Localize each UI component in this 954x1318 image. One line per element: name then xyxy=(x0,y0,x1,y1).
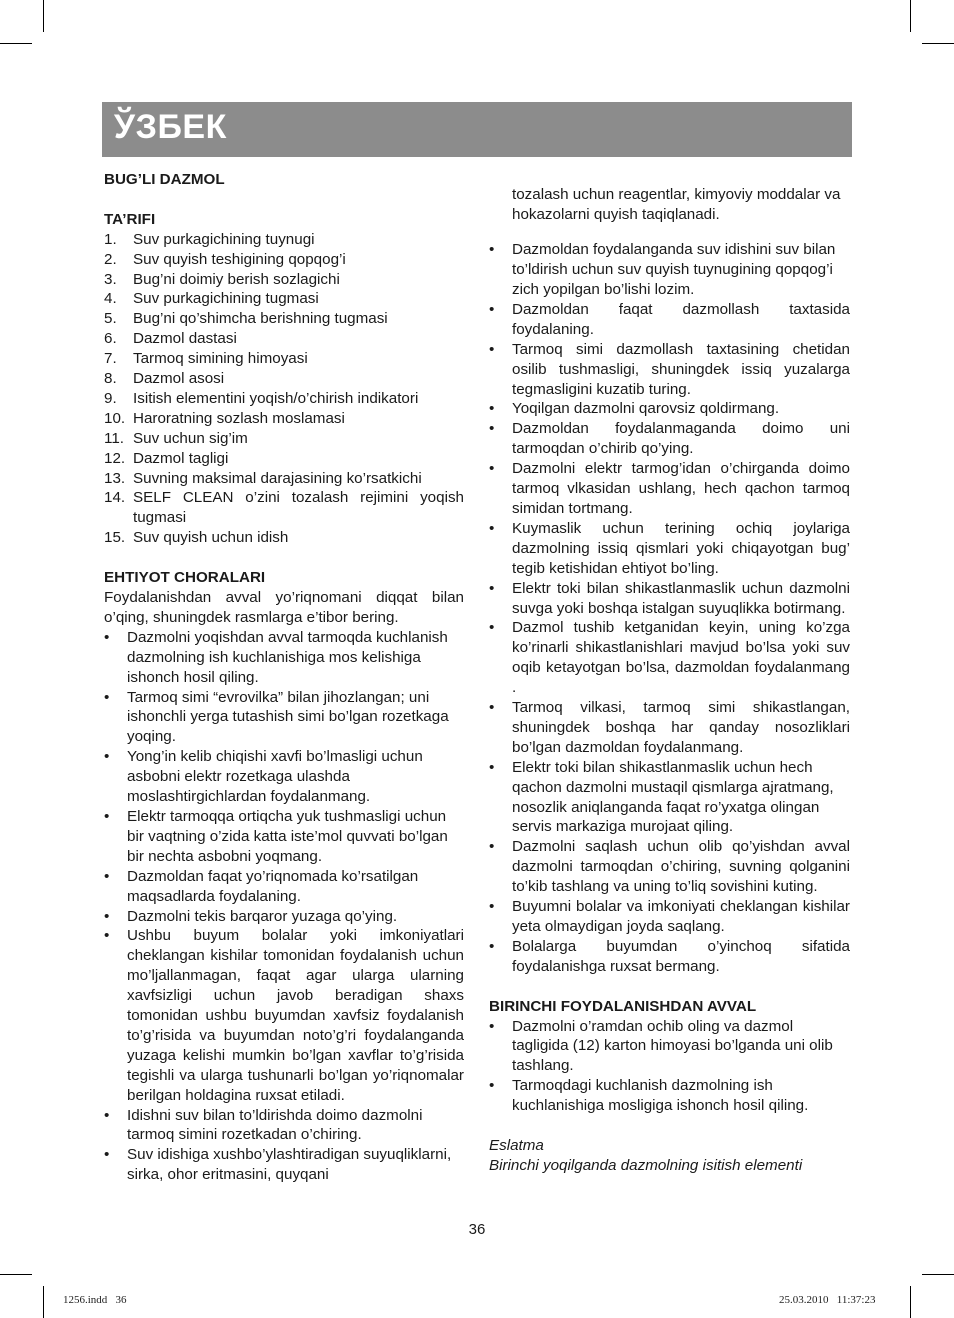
safety-item: • Dazmolni elektr tarmog’idan o’chirganda doimo tarmoq vlkasidan ushlang, hech qachon tarmoq simidan tortmang. xyxy=(489,459,850,519)
safety-intro: Foydalanishdan avval yo’riqnomani diqqat bilan o’qing, shuningdek rasmlarga e’tibor bering. xyxy=(104,589,464,626)
part-item: 9. Isitish elementini yoqish/o’chirish indikatori xyxy=(104,389,419,407)
safety-item: • Dazmoldan foydalanganda suv idishini suv bilan to’ldirish uchun suv quyish tuynugining qopqog’i zich yopilgan bo’lishi lozim. xyxy=(489,240,850,300)
safety-item: • Dazmoldan faqat dazmollash taxtasida foydalaning. xyxy=(489,300,850,340)
safety-item: • Dazmolni tekis barqaror yuzaga qo’ying. xyxy=(104,907,464,927)
first-use-list xyxy=(489,1017,850,1117)
safety-item: • Tarmoq simi dazmollash taxtasining chetidan osilib tushmasligi, shuningdek issiq yuzalarga tegmasligini kuzatib turing. xyxy=(489,340,850,400)
crop-mark xyxy=(43,1286,44,1318)
safety-item: • Ushbu buyum bolalar yoki imkoniyatlari cheklangan kishilar tomonidan foydalanish uchun mo’ljallanmagan, faqat agar ularga ularning xavfsizligi uchun javob beradigan shaxs tomonidan ushbu buyumdan xavfsiz foydalanish to’g’risida va buyumdan noto’g’ri foydalanganda yuzaga kelishi mumkin bo’lgan xavflar to’g’risida tegishli va ularga tushunarli bo’lgan yo’riqnomalar berilgan holdagina ruxsat etiladi. xyxy=(104,926,464,1105)
part-item: 13. Suvning maksimal darajasining ko’rsatkichi xyxy=(104,469,422,487)
first-use-item: • Dazmolni o’ramdan ochib oling va dazmol tagligida (12) karton himoyasi bo’lganda uni olib tashlang. xyxy=(489,1017,850,1077)
safety-item: • Idishni suv bilan to’ldirishda doimo dazmolni tarmoq simini rozetkadan o’chiring. xyxy=(104,1106,464,1146)
safety-item: • Elektr tarmoqqa ortiqcha yuk tushmasligi uchun bir vaqtning o’zida katta iste’mol quvvati bo’lgan bir nechta asbobni yoqmang. xyxy=(104,807,464,867)
safety-item: • Dazmoldan faqat yo’riqnomada ko’rsatilgan maqsadlarda foydalaning. xyxy=(104,867,464,907)
safety-item: • Elektr toki bilan shikastlanmaslik uchun dazmolni suvga yoki boshqa istalgan suyuqlikka botirmang. xyxy=(489,579,850,619)
safety-item: • Dazmol tushib ketganidan keyin, uning ko’zga ko’rinarli shikastlanishlari mavjud bo’lsa yoki suv oqib ketayotgan bo’lsa, dazmoldan foydalanmang . xyxy=(489,618,850,698)
language-banner xyxy=(102,102,852,157)
safety-item: • Dazmoldan foydalanmaganda doimo uni tarmoqdan o’chirib qo’ying. xyxy=(489,419,850,459)
safety-item: • Dazmolni saqlash uchun olib qo’yishdan avval dazmolni tarmoqdan o’chiring, suvning qolganini to’kib tashlang va uning to’liq sovishini kuting. xyxy=(489,837,850,897)
safety-item: • Yong’in kelib chiqishi xavfi bo’lmasligi uchun asbobni elektr rozetkaga ulashda moslashtirgichlardan foydalanmang. xyxy=(104,747,464,807)
crop-mark xyxy=(0,1274,32,1275)
crop-mark xyxy=(910,1286,911,1318)
banner-title: ЎЗБЕК xyxy=(114,108,227,146)
left-column xyxy=(104,170,464,1185)
first-use-item: • Tarmoqdagi kuchlanish dazmolning ish kuchlanishiga mosligiga ishonch hosil qiling. xyxy=(489,1076,850,1116)
footer-timestamp: 25.03.2010 11:37:23 xyxy=(779,1294,876,1306)
safety-list xyxy=(104,628,464,1185)
description-heading: TA’RIFI xyxy=(104,210,156,228)
part-item: 4. Suv purkagichining tugmasi xyxy=(104,290,319,308)
crop-mark xyxy=(922,43,954,44)
part-item: 11. Suv uchun sig’im xyxy=(104,429,248,447)
crop-mark xyxy=(922,1274,954,1275)
spacer xyxy=(104,190,464,210)
crop-mark xyxy=(0,43,32,44)
safety-item: • Yoqilgan dazmolni qarovsiz qoldirmang. xyxy=(489,399,850,419)
part-item: 12. Dazmol tagligi xyxy=(104,449,229,467)
part-item: 14. SELF CLEAN o’zini tozalash rejimini yoqish tugmasi xyxy=(104,489,464,527)
page-number: 36 xyxy=(468,1221,486,1238)
safety-item: • Suv idishiga xushbo’ylashtiradigan suyuqliklarni, sirka, ohor eritmasini, quyqani xyxy=(104,1145,464,1185)
part-item: 3. Bug’ni doimiy berish sozlagichi xyxy=(104,270,340,288)
safety-item: • Elektr toki bilan shikastlanmaslik uchun hech qachon dazmolni mustaqil qismlarga ajratmang, nosozlik aniqlanganda faqat ro’yxatga olingan servis markaziga murojaat qiling. xyxy=(489,758,850,838)
safety-item: • Tarmoq vilkasi, tarmoq simi shikastlangan, shuningdek boshqa har qanday nosozliklari bo’lgan dazmoldan foydalanmang. xyxy=(489,698,850,758)
note-heading: Eslatma xyxy=(489,1136,544,1154)
crop-mark xyxy=(43,0,44,32)
safety-item: • Buyumni bolalar va imkoniyati cheklangan kishilar yeta olmaydigan joyda saqlang. xyxy=(489,897,850,937)
safety-item: • Bolalarga buyumdan o’yinchoq sifatida foydalanishga ruxsat bermang. xyxy=(489,937,850,977)
safety-item: • Kuymaslik uchun terining ochiq joylariga dazmolning issiq qismlari yoki chiqayotgan bug’ tegib ketishidan ehtiyot bo’ling. xyxy=(489,519,850,579)
product-title: BUG’LI DAZMOL xyxy=(104,171,225,188)
part-item: 15. Suv quyish uchun idish xyxy=(104,529,289,547)
safety-item: • Dazmolni yoqishdan avval tarmoqda kuchlanish dazmolning ish kuchlanishiga mos kelishiga ishonch hosil qiling. xyxy=(104,628,464,688)
right-column xyxy=(489,170,850,1176)
part-item: 10. Haroratning sozlash moslamasi xyxy=(104,409,345,427)
safety-heading: EHTIYOT CHORALARI xyxy=(104,569,266,587)
safety-list-continued xyxy=(489,240,850,977)
crop-mark xyxy=(910,0,911,32)
part-item: 7. Tarmoq simining himoyasi xyxy=(104,350,308,368)
spacer xyxy=(489,977,850,997)
part-item: 5. Bug’ni qo’shimcha berishning tugmasi xyxy=(104,310,388,328)
safety-continuation: tozalash uchun reagentlar, kimyoviy moddalar va hokazolarni quyish taqiqlanadi. xyxy=(512,186,841,224)
spacer xyxy=(489,1116,850,1136)
part-item: 1. Suv purkagichining tuynugi xyxy=(104,230,315,248)
spacer xyxy=(104,548,464,568)
part-item: 2. Suv quyish teshigining qopqog’i xyxy=(104,250,346,268)
first-use-heading: BIRINCHI FOYDALANISHDAN AVVAL xyxy=(489,997,757,1015)
note-text: Birinchi yoqilganda dazmolning isitish elementi xyxy=(489,1156,803,1174)
part-item: 8. Dazmol asosi xyxy=(104,370,225,388)
parts-list xyxy=(104,230,464,549)
safety-item: • Tarmoq simi “evrovilka” bilan jihozlangan; uni ishonchli yerga tutashish simi bo’lgan rozetkaga yoqing. xyxy=(104,688,464,748)
part-item: 6. Dazmol dastasi xyxy=(104,330,237,348)
footer-file-info: 1256.indd 36 xyxy=(63,1294,127,1306)
